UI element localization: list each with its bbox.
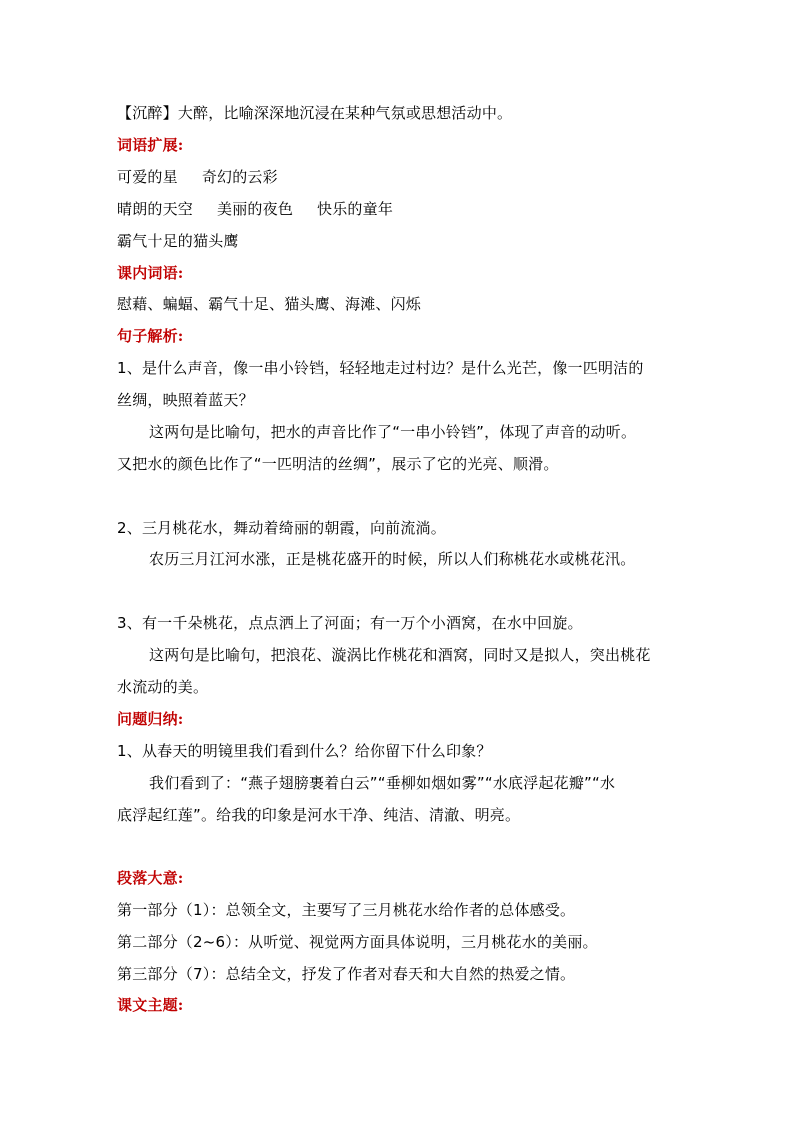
word-expansion-heading: 词语扩展: [117, 136, 184, 154]
phrase: 可爱的星 [117, 168, 178, 186]
sentence-1-line-1: 1、是什么声音，像一串小铃铛，轻轻地走过村边？是什么光芒，像一匹明洁的 [117, 359, 644, 377]
phrase: 晴朗的天空 [117, 200, 194, 218]
phrase: 霸气十足的猫头鹰 [117, 232, 239, 250]
paragraph-summary-heading: 段落大意: [117, 869, 184, 887]
answer-line-1: 我们看到了：“燕子翅膀裹着白云”“垂柳如烟如雾”“水底浮起花瓣”“水 [149, 774, 616, 792]
word-expansion-row-2 [117, 199, 687, 219]
definition-term: 【沉醉】 [117, 104, 178, 122]
lesson-words-heading: 课内词语: [117, 264, 184, 282]
analysis-3-line-1: 这两句是比喻句，把浪花、漩涡比作桃花和酒窝，同时又是拟人，突出桃花 [149, 646, 651, 664]
definition-text: 大醉，比喻深深地沉浸在某种气氛或思想活动中。 [177, 104, 513, 122]
lesson-words-text: 慰藉、蝙蝠、霸气十足、猫头鹰、海滩、闪烁 [117, 295, 422, 313]
question-summary-heading: 问题归纳: [117, 710, 184, 728]
word-expansion-row-3 [117, 231, 687, 251]
sentence-analysis-heading: 句子解析: [117, 327, 184, 345]
phrase: 快乐的童年 [317, 200, 394, 218]
answer-line-2: 底浮起红莲”。给我的印象是河水干净、纯洁、清澈、明亮。 [117, 806, 521, 824]
definition-line [117, 103, 687, 123]
phrase: 奇幻的云彩 [201, 168, 278, 186]
sentence-3-line-1: 3、有一千朵桃花，点点洒上了河面；有一万个小酒窝，在水中回旋。 [117, 614, 583, 632]
analysis-3-line-2: 水流动的美。 [117, 678, 209, 696]
analysis-1-line-1: 这两句是比喻句，把水的声音比作了“一串小铃铛”，体现了声音的动听。 [149, 423, 637, 441]
analysis-1-line-2: 又把水的颜色比作了“一匹明洁的丝绸”，展示了它的光亮、顺滑。 [117, 455, 559, 473]
analysis-2-line-1: 农历三月江河水涨，正是桃花盛开的时候，所以人们称桃花水或桃花汛。 [149, 550, 636, 568]
sentence-1-line-2: 丝绸，映照着蓝天？ [117, 391, 254, 409]
question-1: 1、从春天的明镜里我们看到什么？给你留下什么印象？ [117, 742, 492, 760]
paragraph-part-3: 第三部分（7）：总结全文，抒发了作者对春天和大自然的热爱之情。 [117, 965, 576, 983]
phrase: 美丽的夜色 [217, 200, 294, 218]
word-expansion-row-1 [117, 167, 687, 187]
paragraph-part-2: 第二部分（2~6）：从听觉、视觉两方面具体说明，三月桃花水的美丽。 [117, 933, 598, 951]
theme-heading: 课文主题: [117, 996, 184, 1014]
sentence-2-line-1: 2、三月桃花水，舞动着绮丽的朝霞，向前流淌。 [117, 519, 446, 537]
paragraph-part-1: 第一部分（1）：总领全文，主要写了三月桃花水给作者的总体感受。 [117, 901, 576, 919]
